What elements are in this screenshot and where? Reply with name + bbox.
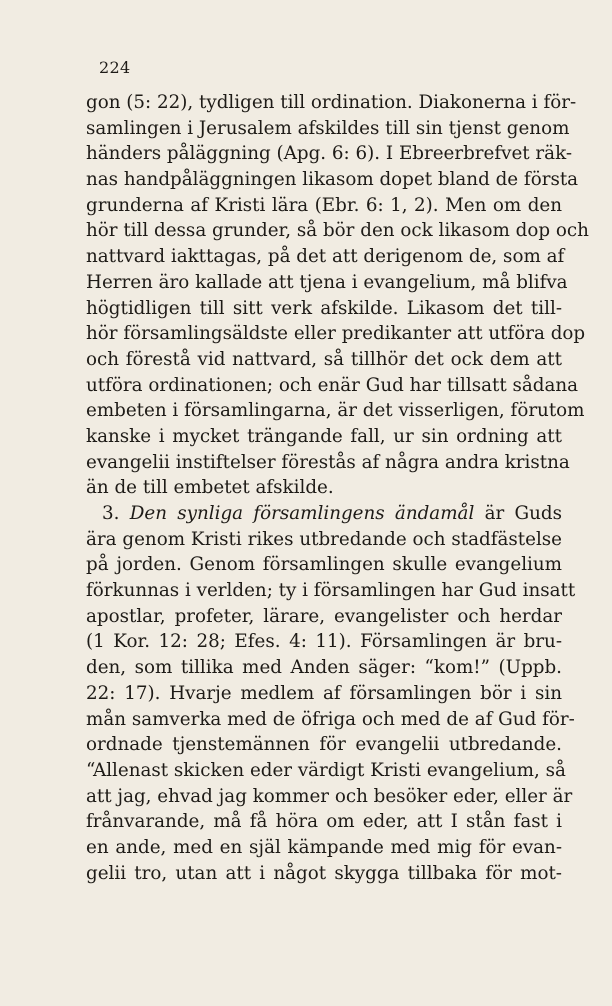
section-number: 3. [102, 503, 120, 524]
page-number: 224 [99, 58, 131, 77]
text-line: hör till dessa grunder, så bör den ock likasom dop och [86, 220, 589, 242]
text-line: händers påläggning (Apg. 6: 6). I Ebreerbrefvet räk- [86, 143, 573, 165]
text-line: embeten i församlingarna, är det visserligen, förutom [86, 400, 585, 422]
text-line: än de till embetet afskilde. [86, 477, 334, 499]
section-title: Den synliga församlingens ändamål [129, 503, 475, 524]
text-line: och förestå vid nattvard, så tillhör det ock dem att [86, 348, 562, 370]
text-line: den, som tillika med Anden säger: “kom!” (Uppb. [86, 657, 562, 679]
text-line: (1 Kor. 12: 28; Efes. 4: 11). Församlingen är bru- [86, 631, 562, 653]
text-line: 22: 17). Hvarje medlem af församlingen bör i sin [86, 682, 562, 704]
text-line: gon (5: 22), tydligen till ordination. Diakonerna i för- [86, 92, 577, 113]
text-line: “Allenast skicken eder värdigt Kristi evangelium, så [86, 759, 566, 781]
text-line: högtidligen till sitt verk afskilde. Likasom det till- [86, 297, 562, 319]
text-line: apostlar, profeter, lärare, evangelister och herdar [86, 605, 562, 627]
text-line: nattvard iakttagas, på det att derigenom de, som af [86, 246, 565, 268]
text-line: frånvarande, må få höra om eder, att I stån fast i [86, 811, 562, 833]
body-text [86, 90, 589, 886]
text-line: nas handpåläggningen likasom dopet bland de första [86, 169, 579, 191]
text-line: på jorden. Genom församlingen skulle evangelium [86, 554, 562, 576]
text-line: gelii tro, utan att i något skygga tillbaka för mot- [86, 862, 562, 884]
text-line: evangelii instiftelser förestås af några andra kristna [86, 451, 570, 473]
text-line: en ande, med en själ kämpande med mig för evan- [86, 836, 562, 858]
text-line: att jag, ehvad jag kommer och besöker eder, eller är [86, 785, 573, 807]
text-line: kanske i mycket trängande fall, ur sin ordning att [86, 425, 562, 447]
text-line: mån samverka med de öfriga och med de af Gud för- [86, 708, 575, 730]
text-line: ordnade tjenstemännen för evangelii utbredande. [86, 734, 562, 756]
text-line: samlingen i Jerusalem afskildes till sin tjenst genom [86, 117, 570, 139]
text-line: ära genom Kristi rikes utbredande och stadfästelse [86, 528, 562, 550]
text-segment: är Guds [484, 503, 562, 524]
text-line: utföra ordinationen; och enär Gud har tillsatt sådana [86, 374, 579, 396]
text-line: Herren äro kallade att tjena i evangelium, må blifva [86, 271, 568, 293]
text-line: förkunnas i verlden; ty i församlingen har Gud insatt [86, 580, 576, 602]
section-heading-line [86, 501, 562, 527]
text-line: grunderna af Kristi lära (Ebr. 6: 1, 2). Men om den [86, 194, 562, 216]
text-line: hör församlingsäldste eller predikanter att utföra dop [86, 323, 586, 345]
